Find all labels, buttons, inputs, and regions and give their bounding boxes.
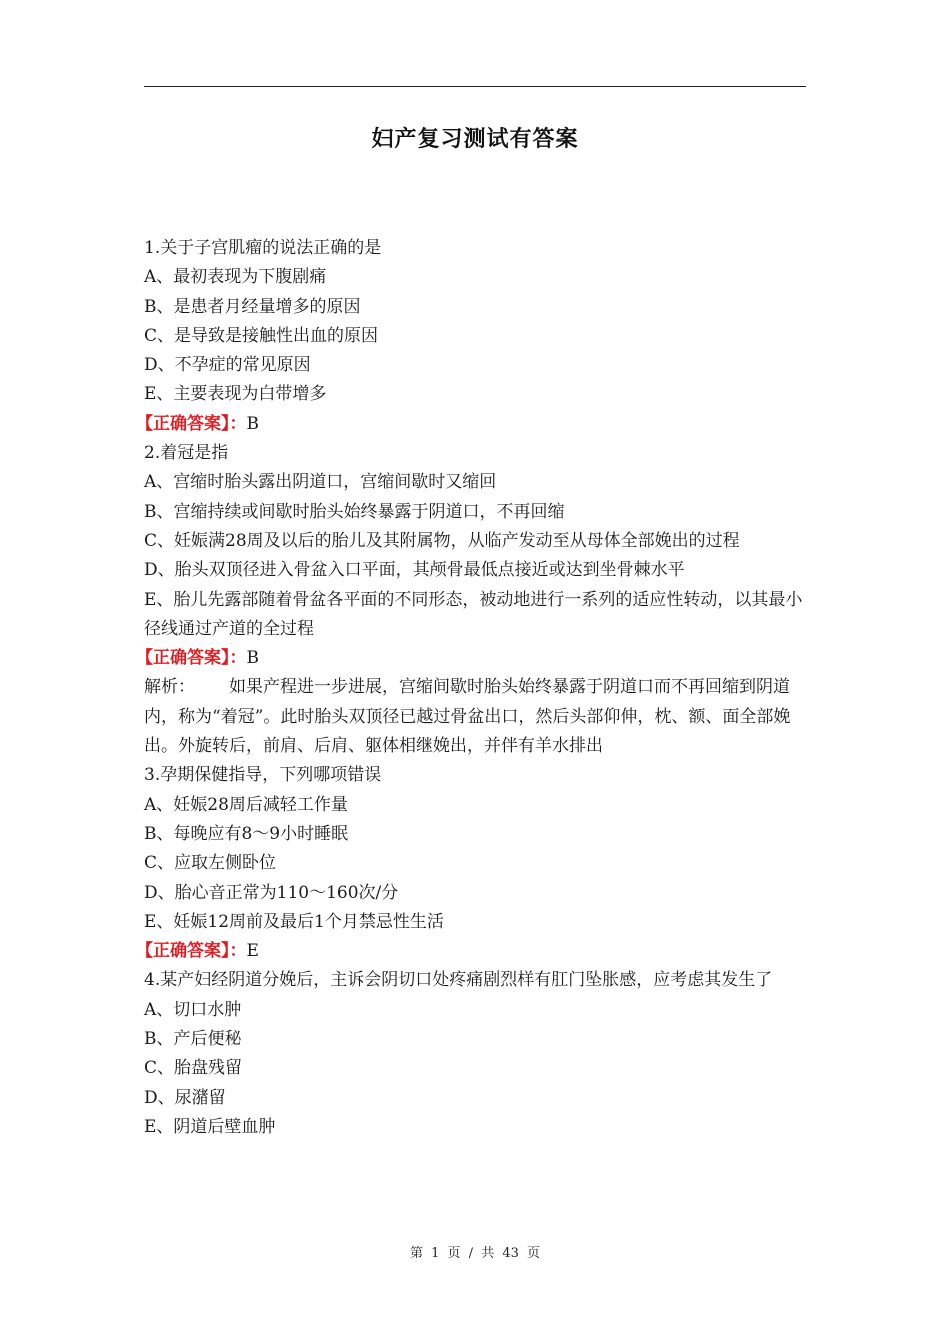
question-3 [136,761,806,966]
option-a: A、切口水肿 [144,999,242,1020]
answer-value: B [246,413,259,434]
option-c: C、应取左侧卧位 [144,853,277,874]
answer-separator: ： [229,648,247,669]
question-4 [144,966,806,1142]
answer-separator: ： [229,941,247,962]
answer-label: 【正确答案】 [136,648,230,669]
option-e: E、阴道后壁血肿 [144,1116,276,1137]
page-footer [0,1244,950,1264]
answer-separator: ： [229,413,247,434]
option-b: B、是患者月经量增多的原因 [144,296,361,317]
option-b: B、产后便秘 [144,1029,242,1050]
option-c: C、是导致是接触性出血的原因 [144,325,379,346]
footer-total-prefix: 共 [481,1246,495,1261]
question-stem: 1.关于子宫肌瘤的说法正确的是 [144,238,382,258]
option-e: E、胎儿先露部随着骨盆各平面的不同形态，被动地进行一系列的适应性转动，以其最小径线通过产道的全过程 [144,589,803,639]
answer-label: 【正确答案】 [136,413,230,434]
footer-total-unit: 页 [527,1246,541,1261]
option-b: B、每晚应有8～9小时睡眠 [144,823,349,844]
question-stem: 3.孕期保健指导，下列哪项错误 [144,765,382,786]
question-1 [136,234,806,439]
question-2 [136,439,806,761]
footer-prefix: 第 [409,1246,423,1261]
option-b: B、宫缩持续或间歇时胎头始终暴露于阴道口，不再回缩 [144,501,565,522]
document-title: 妇产复习测试有答案 [371,126,579,152]
option-d: D、尿潴留 [144,1087,226,1108]
analysis-label: 解析： [144,677,195,698]
document-body [136,234,806,1142]
answer-line [136,410,806,439]
question-stem: 2.着冠是指 [144,443,229,464]
option-a: A、宫缩时胎头露出阴道口，宫缩间歇时又缩回 [144,472,497,493]
footer-separator: / [468,1246,474,1261]
answer-value: E [246,941,259,962]
option-d: D、不孕症的常见原因 [144,355,311,376]
answer-label: 【正确答案】 [136,941,230,962]
header-rule [144,86,806,87]
footer-page-number: 1 [431,1246,440,1261]
option-e: E、妊娠12周前及最后1个月禁忌性生活 [144,911,444,932]
option-c: C、妊娠满28周及以后的胎儿及其附属物，从临产发动至从母体全部娩出的过程 [144,530,740,551]
option-a: A、妊娠28周后减轻工作量 [144,794,348,815]
option-a: A、最初表现为下腹剧痛 [144,267,327,288]
answer-line [136,937,806,966]
footer-total-pages: 43 [502,1246,519,1261]
option-d: D、胎心音正常为110～160次/分 [144,882,399,903]
analysis-line [144,673,806,761]
analysis-text: 如果产程进一步进展，宫缩间歇时胎头始终暴露于阴道口而不再回缩到阴道内，称为“着冠”。此时胎头双顶径已越过骨盆出口，然后头部仰伸，枕、额、面全部娩出。外旋转后，前肩、后肩、躯体相继娩出，并伴有羊水排出 [144,677,791,757]
option-d: D、胎头双顶径进入骨盆入口平面，其颅骨最低点接近或达到坐骨棘水平 [144,560,685,581]
option-c: C、胎盘残留 [144,1058,243,1079]
footer-page-unit: 页 [447,1246,461,1261]
answer-line [136,644,806,673]
answer-value: B [246,648,259,669]
question-stem: 4.某产妇经阴道分娩后，主诉会阴切口处疼痛剧烈样有肛门坠胀感，应考虑其发生了 [144,970,773,991]
option-e: E、主要表现为白带增多 [144,384,327,405]
